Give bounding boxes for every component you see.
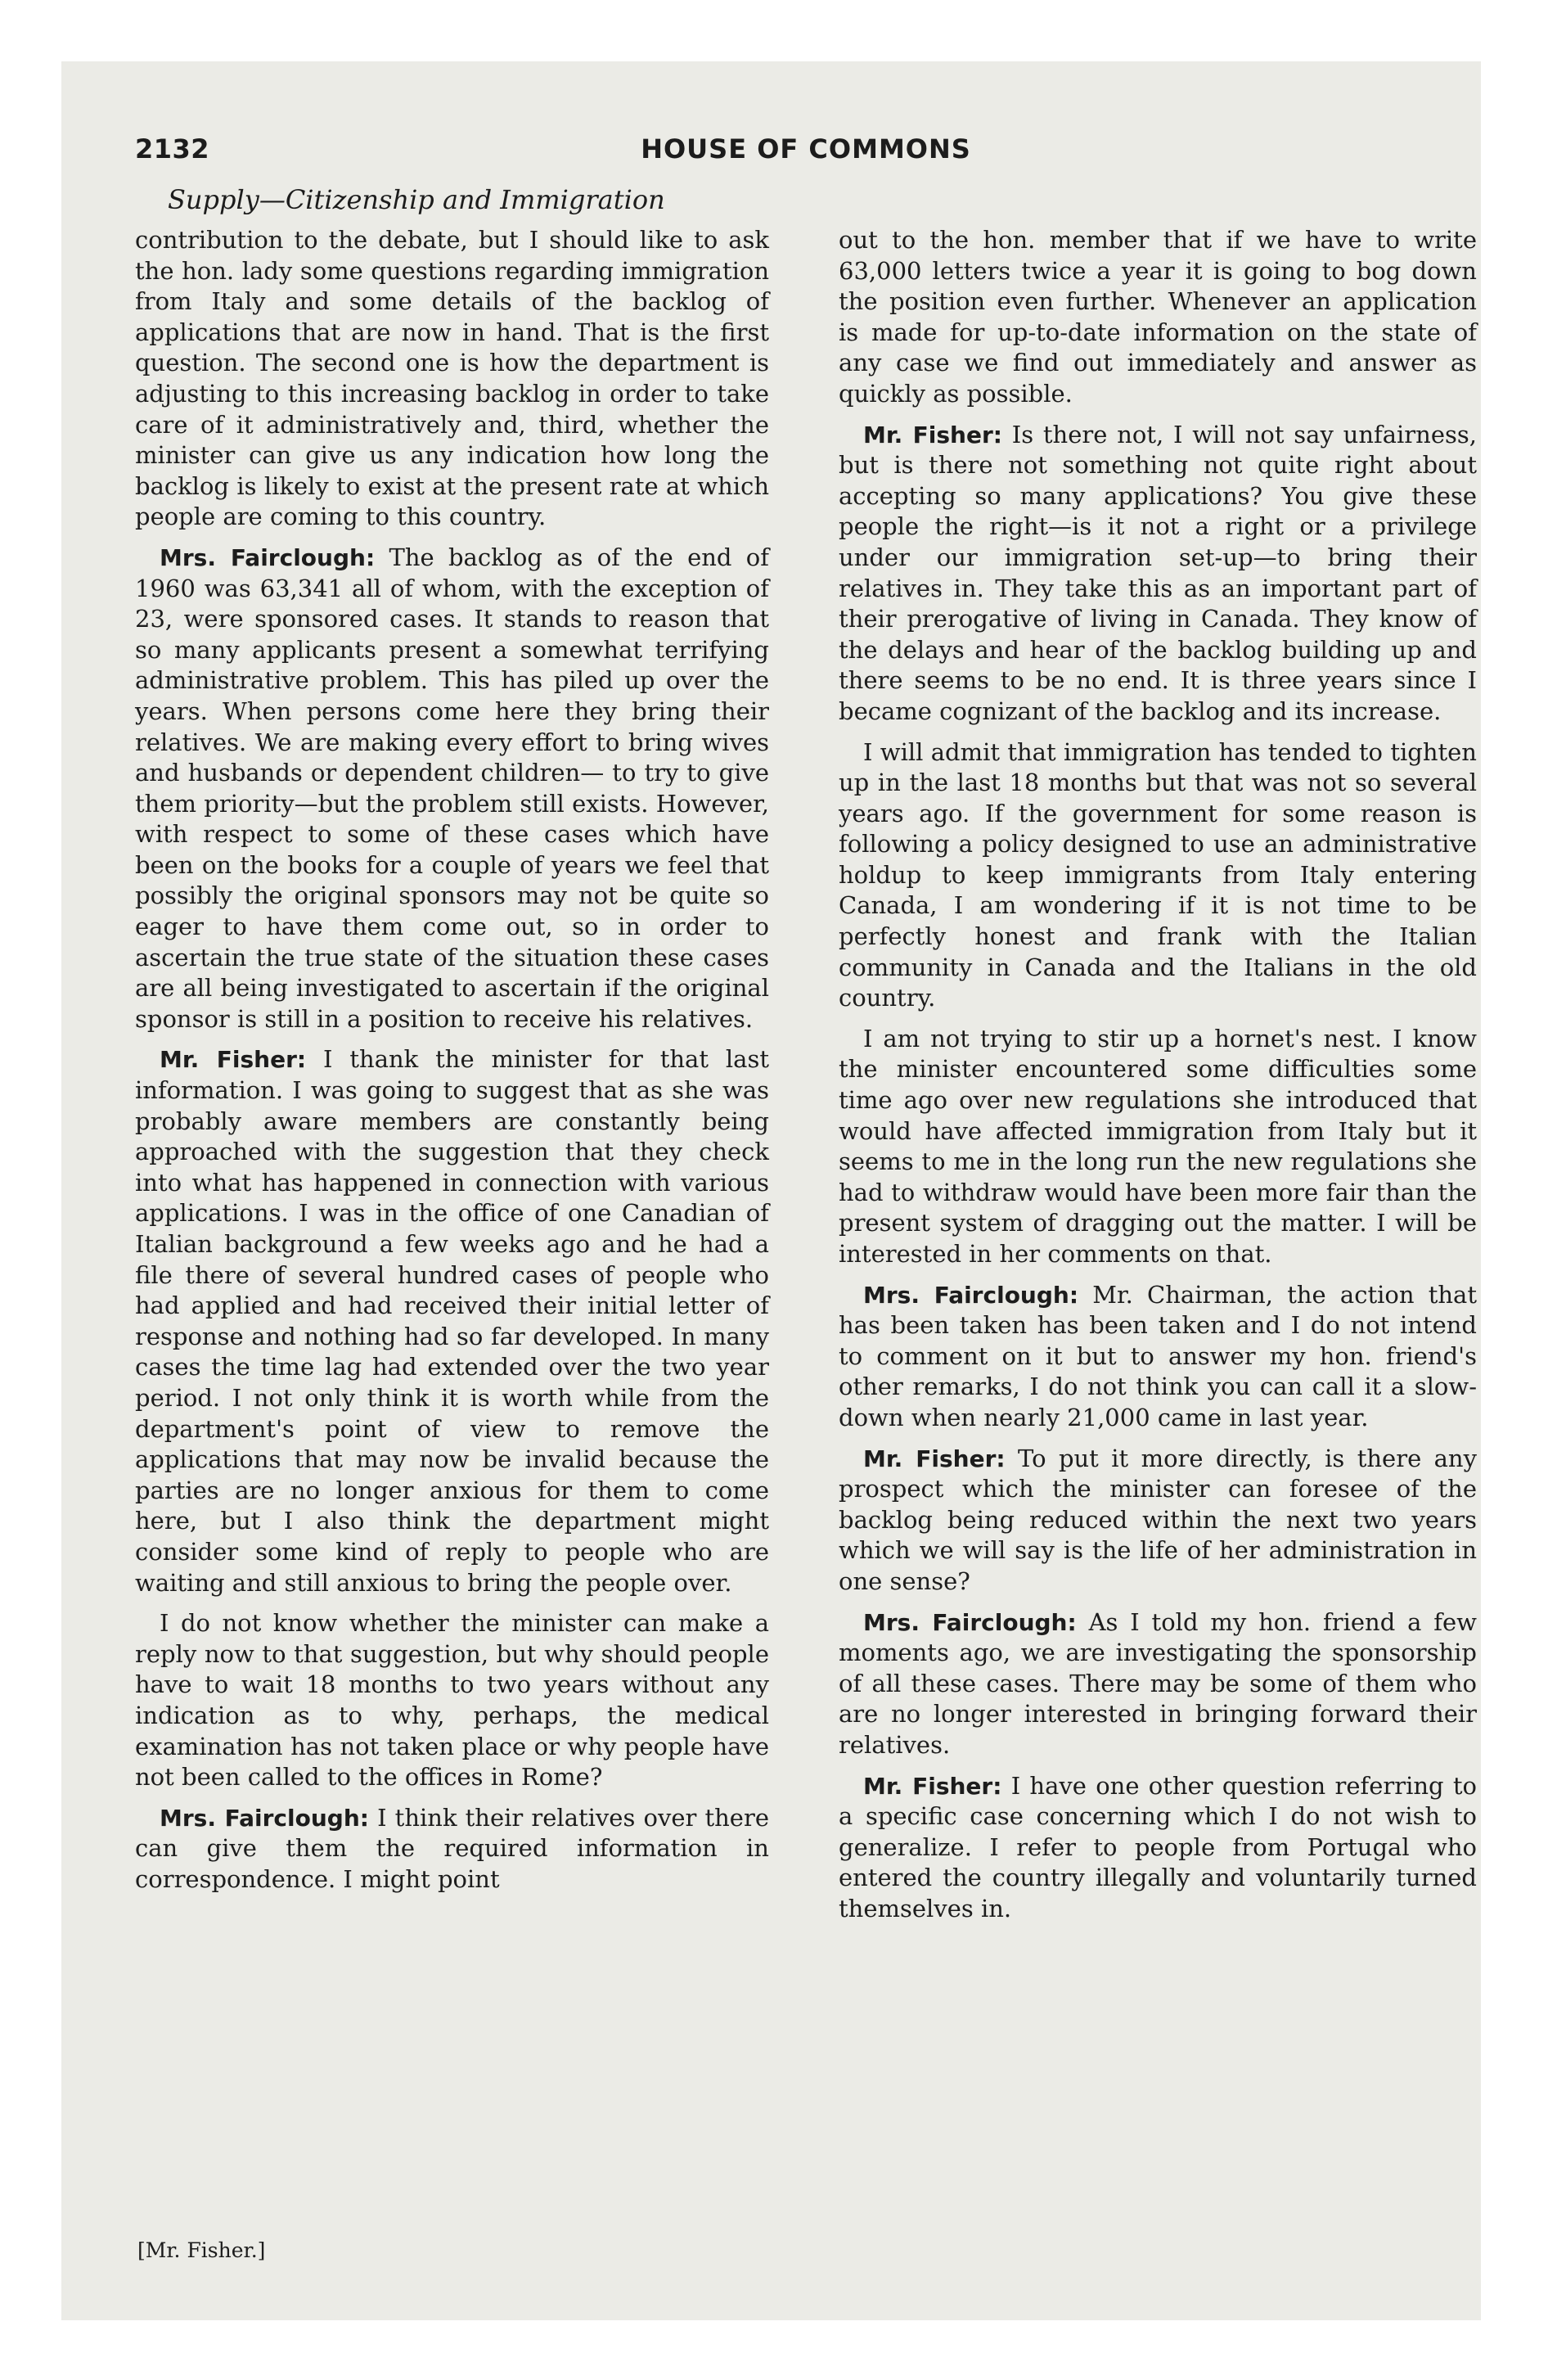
paragraph (839, 225, 1477, 410)
speaker-name: Mrs. Fairclough: (863, 1608, 1077, 1636)
paragraph-text: I am not trying to stir up a hornet's nest. I know the minister encountered some difficulties some time ago over new regulations she introduced that would have affected immigration from Italy but it seems to me in the long run the new regulations she had to withdraw would have been more fair than the present system of dragging out the matter. I will be interested in her comments on that. (839, 1024, 1477, 1268)
paragraph (135, 1608, 769, 1793)
paragraph (135, 225, 769, 533)
paragraph (135, 543, 769, 1035)
paragraph (839, 1607, 1477, 1761)
paragraph-text: contribution to the debate, but I should like to ask the hon. lady some questions regarding immigration from Italy and some details of the backlog of applications that are now in hand. That is the first question. The second one is how the department is adjusting to this increasing backlog in order to take care of it administratively and, third, whether the minister can give us any indication how long the backlog is likely to exist at the present rate at which people are coming to this country. (135, 226, 769, 531)
speaker-name: Mr. Fisher: (863, 421, 1002, 449)
speaker-name: Mrs. Fairclough: (160, 543, 376, 571)
paragraph (839, 1444, 1477, 1598)
page-number: 2132 (135, 133, 210, 165)
paragraph-text: I do not know whether the minister can make a reply now to that suggestion, but why should people have to wait 18 months to two years without any indication as to why, perhaps, the medical examination has not taken place or why people have not been called to the offices in Rome? (135, 1609, 769, 1792)
paragraph (839, 1280, 1477, 1434)
paragraph (135, 1044, 769, 1598)
section-subtitle: Supply—Citizenship and Immigration (168, 184, 665, 215)
speaker-name: Mr. Fisher: (863, 1772, 1002, 1800)
paragraph-text: Mr. Chairman, the action that has been taken has been taken and I do not intend to comment on it but to answer my hon. friend's other remarks, I do not think you can call it a slow-down when nearly 21,000 came in last year. (839, 1280, 1477, 1431)
paragraph-text: As I told my hon. friend a few moments ago, we are investigating the sponsorship of all these cases. There may be some of them who are no longer interested in bringing forward their relatives. (839, 1607, 1477, 1759)
paragraph (839, 420, 1477, 728)
speaker-name: Mr. Fisher: (863, 1445, 1006, 1472)
page-title: HOUSE OF COMMONS (641, 133, 971, 165)
paragraph-text: I think their relatives over there can give them the required information in correspondence. I might point (135, 1803, 769, 1893)
paragraph-text: I have one other question referring to a specific case concerning which I do not wish to generalize. I refer to people from Portugal who entered the country illegally and voluntarily turned themselves in. (839, 1771, 1477, 1922)
speaker-name: Mrs. Fairclough: (863, 1281, 1079, 1309)
paragraph-text: I thank the minister for that last information. I was going to suggest that as she was probably aware members are constantly being approached with the suggestion that they check into what has happened in connection with various applications. I was in the office of one Canadian of Italian background a few weeks ago and he had a file there of several hundred cases of people who had applied and had received their initial letter of response and nothing had so far developed. In many cases the time lag had extended over the two year period. I not only think it is worth while from the department's point of view to remove the applications that may now be invalid because the parties are no longer anxious for them to come here, but I also think the department might consider some kind of reply to people who are waiting and still anxious to bring the people over. (135, 1045, 769, 1597)
paragraph-text: To put it more directly, is there any prospect which the minister can foresee of the backlog being reduced within the next two years which we will say is the life of her administration in one sense? (839, 1444, 1477, 1595)
right-column (839, 225, 1477, 1934)
speaker-name: Mrs. Fairclough: (160, 1804, 369, 1832)
speaker-name: Mr. Fisher: (160, 1046, 307, 1074)
paragraph-text: The backlog as of the end of 1960 was 63,341 all of whom, with the exception of 23, were sponsored cases. It stands to reason that so many applicants present a somewhat terrifying administrative problem. This has piled up over the years. When persons come here they bring their relatives. We are making every effort to bring wives and husbands or dependent children— to try to give them priority—but the problem still exists. However, with respect to some of these cases which have been on the books for a couple of years we feel that possibly the original sponsors may not be quite so eager to have them come out, so in order to ascertain the true state of the situation these cases are all being investigated to ascertain if the original sponsor is still in a position to receive his relatives. (135, 543, 769, 1033)
paragraph (839, 1024, 1477, 1270)
paragraph (839, 737, 1477, 1014)
left-column (135, 225, 769, 1904)
paragraph (135, 1803, 769, 1895)
paragraph-text: I will admit that immigration has tended to tighten up in the last 18 months but that was not so several years ago. If the government for some reason is following a policy designed to use an administrative holdup to keep immigrants from Italy entering Canada, I am wondering if it is not time to be perfectly honest and frank with the Italian community in Canada and the Italians in the old country. (839, 737, 1477, 1012)
paragraph-text: out to the hon. member that if we have to write 63,000 letters twice a year it is going to bog down the position even further. Whenever an application is made for up-to-date information on the state of any case we find out immediately and answer as quickly as possible. (839, 226, 1477, 408)
page-header (135, 133, 1477, 183)
paragraph-text: Is there not, I will not say unfairness, but is there not something not quite right about accepting so many applications? You give these people the right—is it not a right or a privilege under our immigration set-up—to bring their relatives in. They take this as an important part of their prerogative of living in Canada. They know of the delays and hear of the backlog building up and there seems to be no end. It is three years since I became cognizant of the backlog and its increase. (839, 420, 1477, 725)
footer-note: [Mr. Fisher.] (137, 2238, 266, 2262)
hansard-page (61, 61, 1481, 2320)
paragraph (839, 1771, 1477, 1925)
